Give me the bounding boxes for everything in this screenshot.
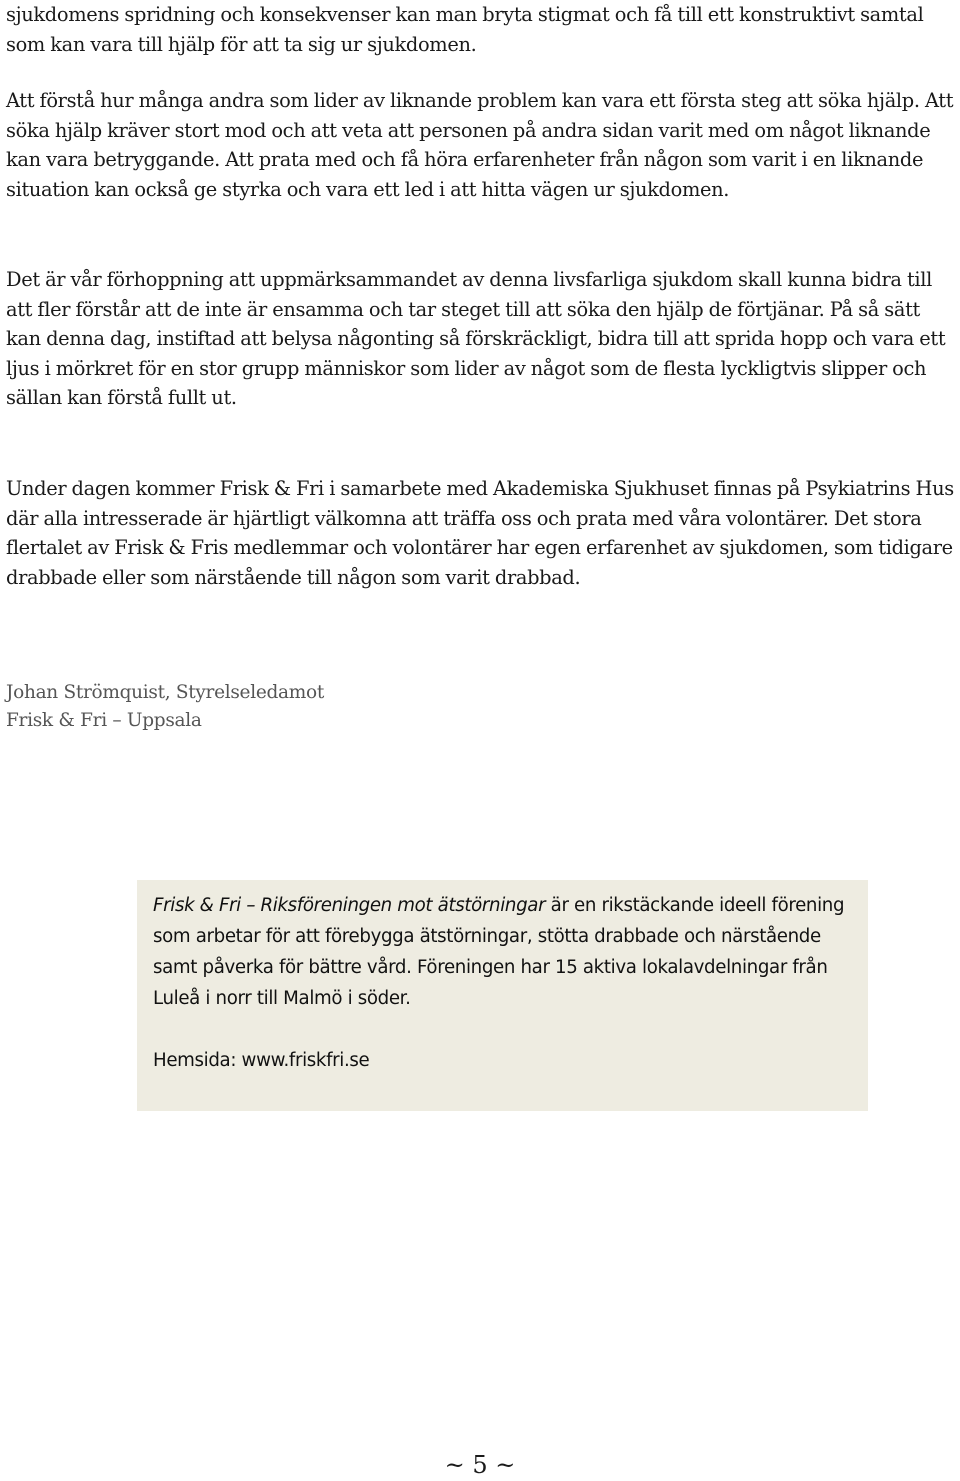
info-box-title: Frisk & Fri – Riksföreningen mot ätstörningar [153, 895, 546, 916]
info-box [137, 880, 868, 1111]
signature-block [6, 679, 324, 735]
info-box-description [153, 890, 852, 1014]
body-paragraph-3: Det är vår förhoppning att uppmärksammandet av denna livsfarliga sjukdom skall kunna bidra till att fler förstår att de inte är ensamma och tar steget till att söka den hjälp de förtjänar. På så sätt kan denna dag, instiftad att belysa någonting så förskräckligt, bidra till att sprida hopp och vara ett ljus i mörkret för en stor grupp människor som lider av något som de flesta lyckligtvis slipper och sällan kan förstå fullt ut. [6, 268, 946, 410]
body-paragraph-2: Att förstå hur många andra som lider av liknande problem kan vara ett första steg att söka hjälp. Att söka hjälp kräver stort mod och att veta att personen på andra sidan varit med om något liknande kan vara betryggande. Att prata med och få höra erfarenheter från någon som varit i en liknande situation kan också ge styrka och vara ett led i att hitta vägen ur sjukdomen. [6, 89, 954, 201]
page-number: ~ 5 ~ [444, 1451, 516, 1479]
body-paragraph-1: sjukdomens spridning och konsekvenser kan man bryta stigmat och få till ett konstruktivt samtal som kan vara till hjälp för att ta sig ur sjukdomen. [6, 3, 924, 56]
signature-organization: Frisk & Fri – Uppsala [6, 710, 202, 731]
body-paragraph-4: Under dagen kommer Frisk & Fri i samarbete med Akademiska Sjukhuset finnas på Psykiatrins Hus där alla intresserade är hjärtligt välkomna att träffa oss och prata med våra volontärer. Det stora flertalet av Frisk & Fris medlemmar och volontärer har egen erfarenhet av sjukdomen, som tidigare drabbade eller som närstående till någon som varit drabbad. [6, 477, 954, 589]
info-box-text: är en rikstäckande ideell förening som arbetar för att förebygga ätstörningar, stötta drabbade och närstående samt påverka för bättre vård. Föreningen har 15 aktiva lokalavdelningar från Luleå i norr till Malmö i söder. [153, 895, 845, 1009]
info-box-website: Hemsida: www.friskfri.se [153, 1050, 370, 1071]
signature-name: Johan Strömquist, Styrelseledamot [6, 682, 324, 703]
